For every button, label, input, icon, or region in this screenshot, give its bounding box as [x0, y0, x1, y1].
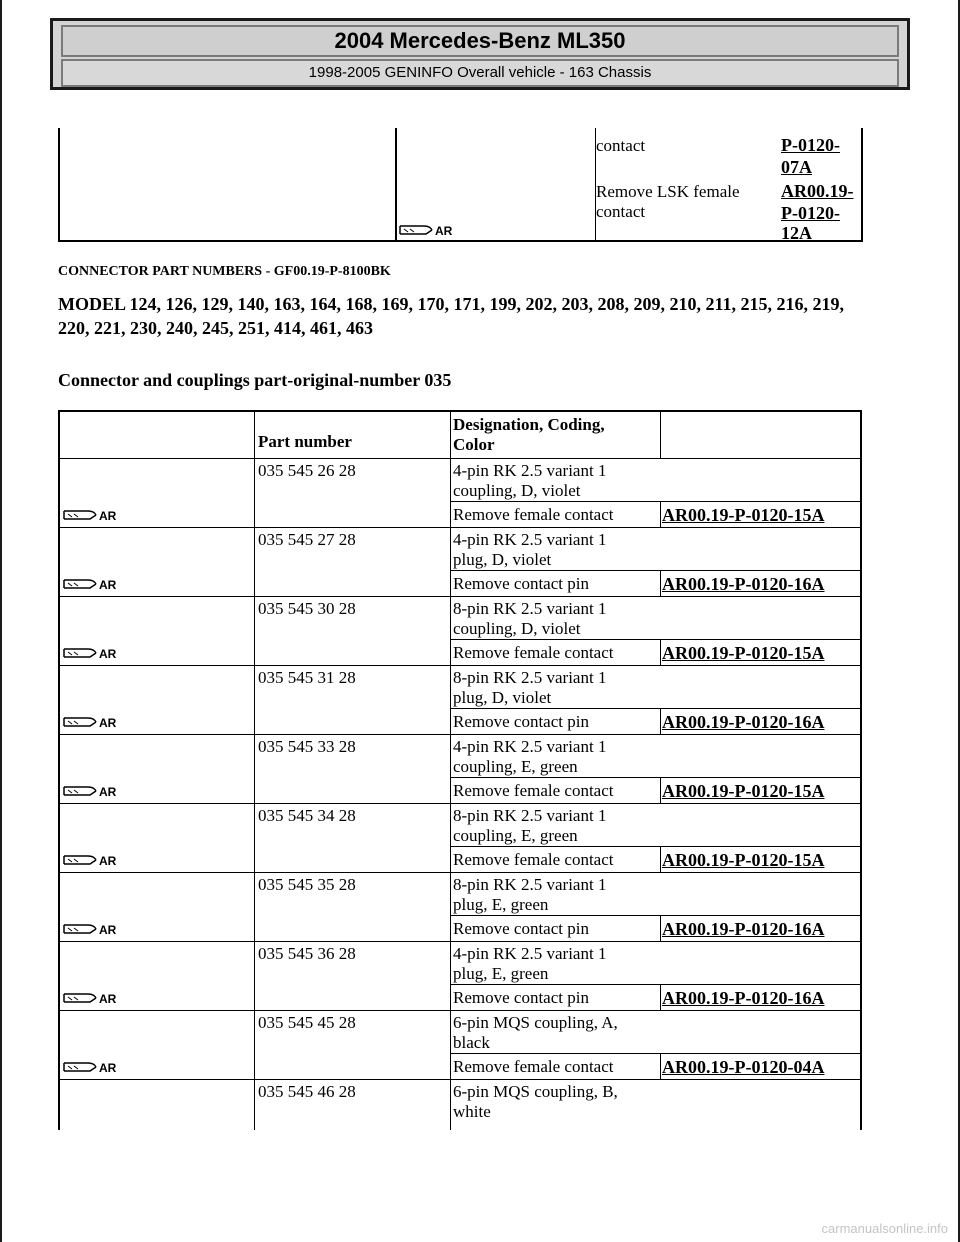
- designation-line-1: 4-pin RK 2.5 variant 1: [453, 530, 607, 549]
- part-number: 035 545 30 28: [258, 599, 356, 618]
- procedure-link[interactable]: AR00.19-P-0120-15A: [662, 643, 825, 663]
- table-row: [58, 1011, 862, 1080]
- procedure-link[interactable]: AR00.19-P-0120-16A: [662, 574, 825, 594]
- procedure-link[interactable]: AR00.19-P-0120-15A: [662, 850, 825, 870]
- part-number: 035 545 27 28: [258, 530, 356, 549]
- designation-line-2: plug, E, green: [453, 964, 549, 983]
- top-row2-link-b[interactable]: P-0120-: [781, 203, 840, 223]
- ar-arrow-icon: [398, 220, 462, 238]
- action-text: Remove contact pin: [453, 712, 589, 731]
- designation-line-1: 4-pin RK 2.5 variant 1: [453, 944, 607, 963]
- action-text: Remove contact pin: [453, 574, 589, 593]
- svg-text:AR: AR: [99, 578, 117, 592]
- top-row1-link-a[interactable]: P-0120-: [781, 135, 840, 155]
- header-subtitle: 1998-2005 GENINFO Overall vehicle - 163 Chassis: [61, 59, 899, 87]
- procedure-link[interactable]: AR00.19-P-0120-16A: [662, 712, 825, 732]
- model-list: [58, 292, 898, 340]
- procedure-link[interactable]: AR00.19-P-0120-15A: [662, 505, 825, 525]
- procedure-link[interactable]: AR00.19-P-0120-04A: [662, 1057, 825, 1077]
- header-title: 2004 Mercedes-Benz ML350: [61, 25, 899, 57]
- table-row: [58, 735, 862, 804]
- designation-line-2: plug, E, green: [453, 895, 549, 914]
- designation-line-2: white: [453, 1102, 491, 1121]
- part-number: 035 545 36 28: [258, 944, 356, 963]
- model-line-1: MODEL 124, 126, 129, 140, 163, 164, 168, 169, 170, 171, 199, 202, 203, 208, 209, 210, 211, 215, 216, 219,: [58, 294, 845, 314]
- designation-line-1: 8-pin RK 2.5 variant 1: [453, 599, 607, 618]
- part-number: 035 545 46 28: [258, 1082, 356, 1101]
- watermark: carmanualsonline.info: [821, 1221, 948, 1236]
- model-line-2: 220, 221, 230, 240, 245, 251, 414, 461, 463: [58, 318, 373, 338]
- svg-text:AR: AR: [99, 785, 117, 799]
- part-number: 035 545 26 28: [258, 461, 356, 480]
- top-row1-text: contact: [596, 136, 646, 155]
- table-row: [58, 804, 862, 873]
- procedure-link[interactable]: AR00.19-P-0120-15A: [662, 781, 825, 801]
- designation-line-2: coupling, E, green: [453, 826, 578, 845]
- svg-text:AR: AR: [99, 647, 117, 661]
- section-subheading: Connector and couplings part-original-number 035: [58, 370, 452, 390]
- ar-arrow-icon: [62, 988, 126, 1006]
- part-number: 035 545 35 28: [258, 875, 356, 894]
- designation-line-2: coupling, E, green: [453, 757, 578, 776]
- table-row: [58, 528, 862, 597]
- ar-arrow-icon: [62, 850, 126, 868]
- col-header-part-number: Part number: [258, 432, 352, 451]
- designation-line-2: black: [453, 1033, 490, 1052]
- designation-line-2: plug, D, violet: [453, 550, 552, 569]
- ar-arrow-icon: [62, 574, 126, 592]
- connector-part-numbers-title: CONNECTOR PART NUMBERS - GF00.19-P-8100BK: [58, 264, 391, 279]
- connector-table: [58, 410, 862, 1130]
- designation-line-1: 8-pin RK 2.5 variant 1: [453, 875, 607, 894]
- ar-arrow-icon: [62, 919, 126, 937]
- designation-line-2: plug, D, violet: [453, 688, 552, 707]
- designation-line-2: coupling, D, violet: [453, 619, 581, 638]
- top-row2-text-b: contact: [596, 202, 646, 221]
- table-row: [58, 873, 862, 942]
- action-text: Remove female contact: [453, 1057, 614, 1076]
- table-row: [58, 942, 862, 1011]
- top-row2-link-a[interactable]: AR00.19-: [781, 181, 854, 201]
- designation-line-1: 4-pin RK 2.5 variant 1: [453, 461, 607, 480]
- designation-line-1: 8-pin RK 2.5 variant 1: [453, 806, 607, 825]
- svg-text:AR: AR: [99, 992, 117, 1006]
- svg-text:AR: AR: [99, 1061, 117, 1075]
- designation-line-2: coupling, D, violet: [453, 481, 581, 500]
- designation-line-1: 8-pin RK 2.5 variant 1: [453, 668, 607, 687]
- table-row: [58, 1080, 862, 1149]
- top-row2-link-c[interactable]: 12A: [781, 223, 812, 243]
- svg-text:AR: AR: [99, 854, 117, 868]
- part-number: 035 545 45 28: [258, 1013, 356, 1032]
- action-text: Remove female contact: [453, 781, 614, 800]
- procedure-link[interactable]: AR00.19-P-0120-16A: [662, 988, 825, 1008]
- ar-arrow-icon: [62, 505, 126, 523]
- ar-icon-label: AR: [435, 224, 453, 238]
- ar-arrow-icon: [62, 1057, 126, 1075]
- action-text: Remove female contact: [453, 505, 614, 524]
- svg-text:AR: AR: [99, 923, 117, 937]
- top-row1-link-b[interactable]: 07A: [781, 157, 812, 177]
- col-header-designation-b: Color: [453, 435, 495, 454]
- top-row2-text-a: Remove LSK female: [596, 182, 740, 201]
- designation-line-1: 4-pin RK 2.5 variant 1: [453, 737, 607, 756]
- table-row: [58, 459, 862, 528]
- designation-line-1: 6-pin MQS coupling, B,: [453, 1082, 618, 1101]
- col-header-designation-a: Designation, Coding,: [453, 415, 605, 434]
- table-row: [58, 597, 862, 666]
- part-number: 035 545 31 28: [258, 668, 356, 687]
- part-number: 035 545 34 28: [258, 806, 356, 825]
- ar-arrow-icon: [62, 781, 126, 799]
- table-row: [58, 666, 862, 735]
- svg-text:AR: AR: [99, 509, 117, 523]
- designation-line-1: 6-pin MQS coupling, A,: [453, 1013, 618, 1032]
- page-left-edge: [0, 0, 2, 1242]
- part-number: 035 545 33 28: [258, 737, 356, 756]
- top-table-fragment: [58, 128, 863, 242]
- ar-arrow-icon: [62, 643, 126, 661]
- action-text: Remove female contact: [453, 850, 614, 869]
- action-text: Remove contact pin: [453, 988, 589, 1007]
- action-text: Remove female contact: [453, 643, 614, 662]
- document-header: [50, 18, 910, 90]
- action-text: Remove contact pin: [453, 919, 589, 938]
- ar-arrow-icon: [62, 712, 126, 730]
- svg-text:AR: AR: [99, 716, 117, 730]
- procedure-link[interactable]: AR00.19-P-0120-16A: [662, 919, 825, 939]
